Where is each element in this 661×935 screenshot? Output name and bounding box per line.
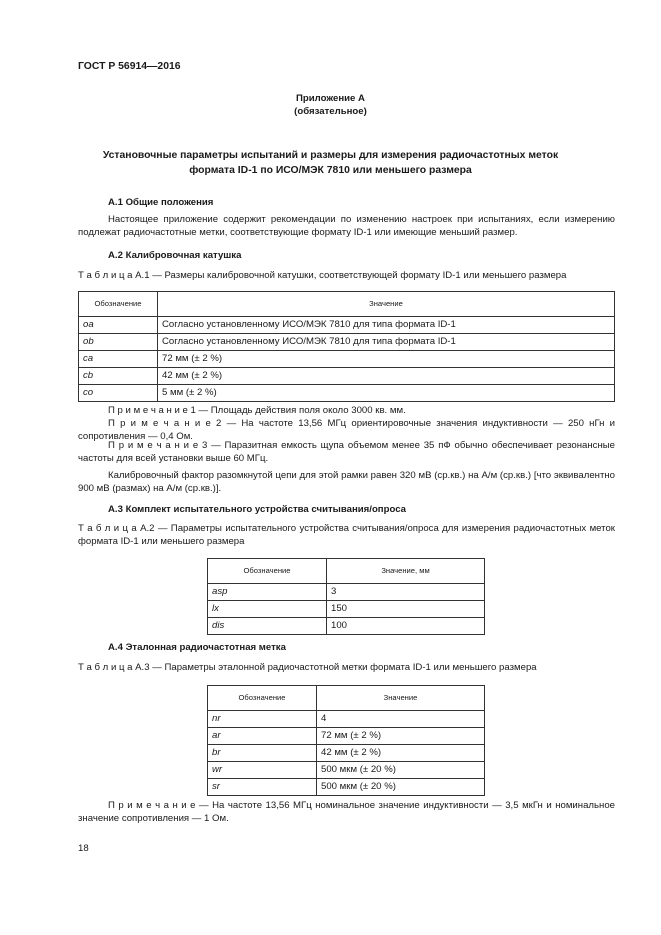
note-text: — На частоте 13,56 МГц номинальное значение индуктивности — 3,5 мкГн и номинальное значение сопротивления — 1 Ом.	[78, 800, 615, 825]
table-row	[208, 601, 485, 618]
table-a1	[78, 291, 615, 402]
table-row	[208, 584, 485, 601]
table-row	[208, 711, 485, 728]
table-header-row	[208, 686, 485, 711]
caption-text: А.2 — Параметры испытательного устройства считывания/опроса для измерения радиочастотных меток формата ID-1 или меньшего размера	[78, 523, 615, 548]
table-header-row	[79, 292, 615, 317]
cell-symbol: br	[208, 745, 317, 762]
note-1	[78, 404, 615, 417]
section-a2-text: Калибровочный фактор разомкнутой цепи для этой рамки равен 320 мВ (ср.кв.) на А/м (ср.кв.) [что эквивалентно 900 мВ (размах) на А/м (ср.кв.)].	[78, 470, 615, 495]
cell-symbol: ca	[79, 351, 158, 368]
cell-value: 42 мм (± 2 %)	[317, 745, 485, 762]
col-header: Значение	[317, 686, 485, 711]
cell-symbol: ob	[79, 334, 158, 351]
table-label: Т а б л и ц а	[78, 662, 133, 673]
appendix-subtitle: (обязательное)	[294, 106, 367, 117]
caption-text: А.1 — Размеры калибровочной катушки, соответствующей формату ID-1 или меньшего размера	[135, 270, 567, 281]
cell-value: 42 мм (± 2 %)	[158, 368, 615, 385]
cell-symbol: cb	[79, 368, 158, 385]
note-text: 3 — Паразитная емкость щупа объемом менее 35 пФ обычно обеспечивает резонансные частоты для всей установки выше 60 МГц.	[78, 440, 615, 465]
cell-value: 100	[327, 618, 485, 635]
note-3	[78, 439, 615, 465]
doc-title-line1: Установочные параметры испытаний и размеры для измерения радиочастотных меток	[102, 150, 559, 161]
col-header: Обозначение	[208, 559, 327, 584]
table-row	[79, 317, 615, 334]
cell-value: Согласно установленному ИСО/МЭК 7810 для типа формата ID-1	[158, 317, 615, 334]
caption-text: А.3 — Параметры эталонной радиочастотной метки формата ID-1 или меньшего размера	[135, 662, 537, 673]
cell-symbol: co	[79, 385, 158, 402]
note-text: 2 — На частоте 13,56 МГц ориентировочные значения индуктивности — 250 нГн и сопротивления — 0,4 Ом.	[78, 418, 615, 443]
table-a2	[207, 558, 485, 635]
table-row	[208, 762, 485, 779]
col-header: Значение	[158, 292, 615, 317]
cell-value: 4	[317, 711, 485, 728]
cell-symbol: dis	[208, 618, 327, 635]
cell-symbol: lx	[208, 601, 327, 618]
col-header: Значение, мм	[327, 559, 485, 584]
table-a2-caption	[78, 522, 615, 548]
cell-value: 500 мкм (± 20 %)	[317, 762, 485, 779]
table-row	[79, 385, 615, 402]
cell-value: 500 мкм (± 20 %)	[317, 779, 485, 796]
cell-value: 72 мм (± 2 %)	[158, 351, 615, 368]
cell-value: Согласно установленному ИСО/МЭК 7810 для типа формата ID-1	[158, 334, 615, 351]
section-a2-heading: А.2 Калибровочная катушка	[108, 250, 242, 261]
note-text: 1 — Площадь действия поля около 3000 кв. мм.	[190, 405, 406, 416]
table-row	[79, 351, 615, 368]
cell-symbol: asp	[208, 584, 327, 601]
cell-symbol: sr	[208, 779, 317, 796]
table-label: Т а б л и ц а	[78, 270, 133, 281]
cell-symbol: ar	[208, 728, 317, 745]
table-row	[208, 745, 485, 762]
note-label: П р и м е ч а н и е	[108, 440, 199, 451]
section-a1-heading: А.1 Общие положения	[108, 197, 214, 208]
standard-header: ГОСТ Р 56914—2016	[78, 61, 181, 72]
table-a1-caption	[78, 269, 615, 282]
table-row	[79, 368, 615, 385]
note-label: П р и м е ч а н и е	[108, 800, 196, 811]
table-a3	[207, 685, 485, 796]
page-number: 18	[78, 843, 89, 854]
cell-symbol: oa	[79, 317, 158, 334]
table-label: Т а б л и ц а	[78, 523, 137, 534]
section-a1-text: Настоящее приложение содержит рекомендации по изменению настроек при испытаниях, если измерению подлежат радиочастотные метки, соответствующие формату ID-1 или имеющие меньший размер.	[78, 214, 615, 239]
note-a4	[78, 799, 615, 825]
doc-title	[0, 148, 661, 178]
table-row	[208, 779, 485, 796]
note-label: П р и м е ч а н и е	[108, 405, 188, 416]
section-a4-heading: А.4 Эталонная радиочастотная метка	[108, 642, 286, 653]
table-a3-caption	[78, 661, 615, 674]
cell-symbol: nr	[208, 711, 317, 728]
cell-value: 3	[327, 584, 485, 601]
cell-value: 5 мм (± 2 %)	[158, 385, 615, 402]
table-header-row	[208, 559, 485, 584]
doc-title-line2: формата ID-1 по ИСО/МЭК 7810 или меньшего размера	[189, 165, 472, 177]
note-label: П р и м е ч а н и е	[108, 418, 211, 429]
col-header: Обозначение	[79, 292, 158, 317]
cell-value: 72 мм (± 2 %)	[317, 728, 485, 745]
col-header: Обозначение	[208, 686, 317, 711]
section-a3-heading: А.3 Комплект испытательного устройства считывания/опроса	[108, 504, 406, 515]
appendix-title: Приложение А	[296, 93, 365, 104]
table-row	[208, 618, 485, 635]
table-row	[208, 728, 485, 745]
table-row	[79, 334, 615, 351]
cell-symbol: wr	[208, 762, 317, 779]
cell-value: 150	[327, 601, 485, 618]
